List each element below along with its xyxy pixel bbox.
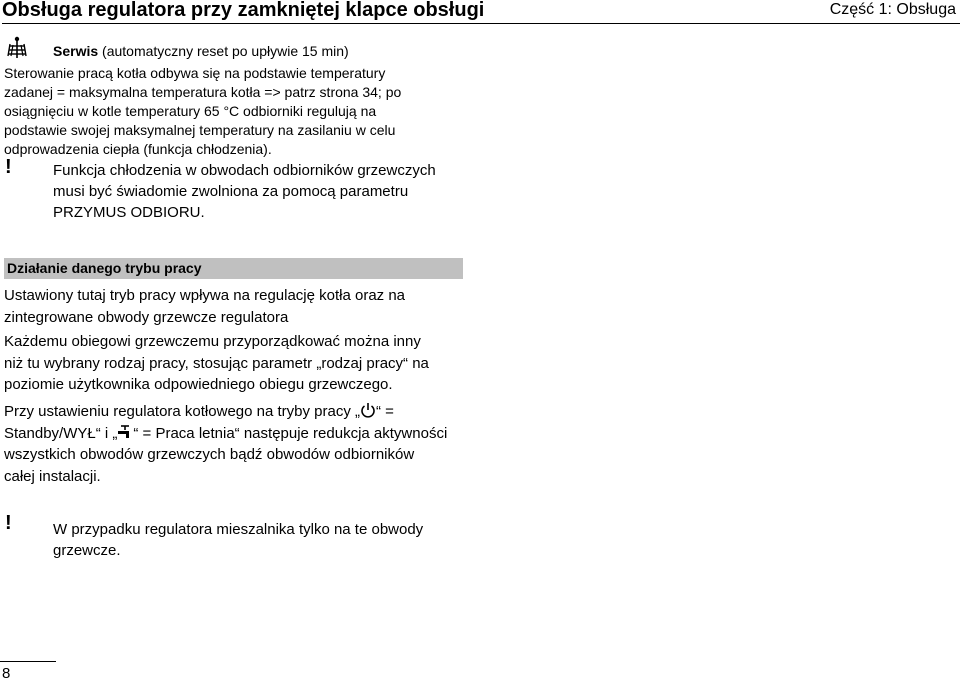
paragraph-line: całej instalacji. xyxy=(4,467,101,485)
paragraph-line: poziomie użytkownika odpowiedniego obiegu grzewczego. xyxy=(4,376,393,393)
section-paragraph-1 xyxy=(4,285,474,328)
paragraph-text: “ = xyxy=(376,403,394,420)
note-line: Funkcja chłodzenia w obwodach odbiorników grzewczych xyxy=(53,162,436,179)
paragraph-text: Standby/WYŁ“ i „ xyxy=(4,424,118,442)
paragraph-line: wszystkich obwodów grzewczych bądź obwodów odbiorników xyxy=(4,446,415,463)
part-label: Część 1: Obsługa xyxy=(829,1,956,18)
paragraph-text: Przy ustawieniu regulatora kotłowego na tryby pracy „ xyxy=(4,403,361,420)
warning-mark: ! xyxy=(5,156,12,178)
warning-mark: ! xyxy=(5,512,12,534)
paragraph-line: zintegrowane obwody grzewcze regulatora xyxy=(4,308,289,326)
paragraph-line: Każdemu obiegowi grzewczemu przyporządkować można inny xyxy=(4,333,421,350)
footer-divider xyxy=(0,661,56,662)
paragraph-line xyxy=(4,401,474,423)
note-line: musi być świadomie zwolniona za pomocą parametru xyxy=(53,183,409,200)
note-line: PRZYMUS ODBIORU. xyxy=(53,204,205,221)
mixer-note xyxy=(53,519,473,561)
service-title: Serwis xyxy=(53,43,99,59)
paragraph-line: Ustawiony tutaj tryb pracy wpływa na regulację kotła oraz na xyxy=(4,287,406,304)
service-description xyxy=(4,64,464,159)
note-line: W przypadku regulatora mieszalnika tylko na te obwody xyxy=(53,521,424,538)
page-number: 8 xyxy=(2,665,11,682)
paragraph-text: “ = Praca letnia“ następuje redukcja aktywności xyxy=(133,424,448,442)
service-title-suffix: (automatyczny reset po upływie 15 min) xyxy=(98,43,349,59)
tap-summer-icon xyxy=(117,424,133,440)
cooling-note xyxy=(53,160,473,223)
paragraph-line: niż tu wybrany rodzaj pracy, stosując parametr „rodzaj pracy“ na xyxy=(4,354,429,372)
service-line: zadanej = maksymalna temperatura kotła => patrz strona 34; po xyxy=(4,84,402,100)
service-chimney-sweep-icon xyxy=(6,36,28,60)
note-line: grzewcze. xyxy=(53,542,121,559)
service-heading xyxy=(53,43,349,59)
page-title: Obsługa regulatora przy zamkniętej klapce obsługi xyxy=(2,0,485,21)
paragraph-line xyxy=(4,423,474,445)
section-paragraph-3 xyxy=(4,401,474,487)
section-heading: Działanie danego trybu pracy xyxy=(4,258,463,279)
header-divider xyxy=(2,23,960,24)
service-line: podstawie swojej maksymalnej temperatury na zasilaniu w celu xyxy=(4,122,396,138)
service-line: osiągnięciu w kotle temperatury 65 °C odbiorniki regulują na xyxy=(4,103,377,119)
section-paragraph-2 xyxy=(4,331,474,396)
power-standby-icon xyxy=(360,402,376,418)
service-line: Sterowanie pracą kotła odbywa się na podstawie temperatury xyxy=(4,65,386,81)
service-line: odprowadzenia ciepła (funkcja chłodzenia). xyxy=(4,141,272,157)
